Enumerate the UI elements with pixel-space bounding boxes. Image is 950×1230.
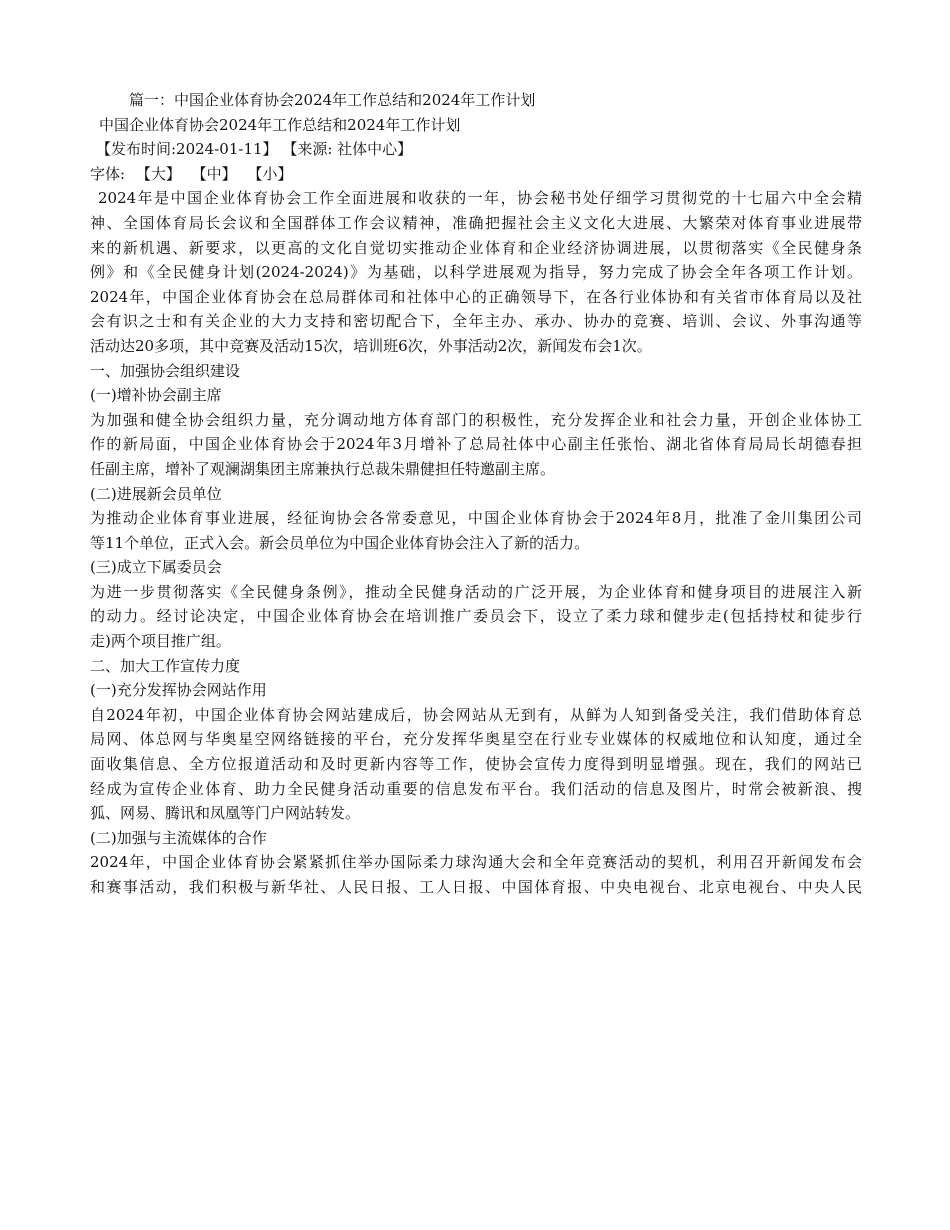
font-size-controls xyxy=(90,162,862,187)
body-line: 来的新机遇、新要求，以更高的文化自觉切实推动企业体育和企业经济协调进展，以贯彻落实《全民健身条 xyxy=(90,238,862,257)
body-line: 神、全国体育局长会议和全国群体工作会议精神，准确把握社会主义文化大进展、大繁荣对体育事业进展带 xyxy=(90,213,862,232)
body-line: 作的新局面，中国企业体育协会于2024年3月增补了总局社体中心副主任张怡、湖北省体育局局长胡德春担 xyxy=(90,435,862,454)
font-size-label: 字体: xyxy=(90,164,126,183)
body-line: 和赛事活动，我们积极与新华社、人民日报、工人日报、中国体育报、中央电视台、北京电视台、中央人民 xyxy=(90,878,862,896)
font-size-large-link[interactable]: 【大】 xyxy=(135,164,181,183)
subsection-heading: (三)成立下属委员会 xyxy=(90,558,222,577)
body-line: 会有识之士和有关企业的大力支持和密切配合下，全年主办、承办、协办的竞赛、培训、会议、外事沟通等 xyxy=(90,312,862,331)
section-heading: 二、加大工作宣传力度 xyxy=(90,656,241,675)
body-line: 2024年，中国企业体育协会在总局群体司和社体中心的正确领导下，在各行业体协和有关省市体育局以及社 xyxy=(90,287,862,306)
document-subtitle: 中国企业体育协会2024年工作总结和2024年工作计划 xyxy=(99,115,461,134)
subsection-heading: (一)充分发挥协会网站作用 xyxy=(90,681,267,700)
body-line: 2024年是中国企业体育协会工作全面进展和收获的一年，协会秘书处仔细学习贯彻党的十七届六中全会精 xyxy=(98,189,862,208)
body-line: 走)两个项目推广组。 xyxy=(90,632,231,651)
source-label: 【来源: 社体中心】 xyxy=(282,140,413,159)
document-page xyxy=(90,88,862,900)
document-meta xyxy=(90,137,862,162)
section-heading: 一、加强协会组织建设 xyxy=(90,361,241,380)
body-line: 面收集信息、全方位报道活动和及时更新内容等工作，使协会宣传力度得到明显增强。现在，我们的网站已 xyxy=(90,755,862,774)
subsection-heading: (一)增补协会副主席 xyxy=(90,386,222,405)
body-line: 例》和《全民健身计划(2024-2024)》为基础，以科学进展观为指导，努力完成了协会全年各项工作计划。 xyxy=(90,263,862,282)
body-line: 为推动企业体育事业进展，经征询协会各常委意见，中国企业体育协会于2024年8月，批准了金川集团公司 xyxy=(90,509,862,528)
body-line: 狐、网易、腾讯和凤凰等门户网站转发。 xyxy=(90,804,361,823)
subsection-heading: (二)进展新会员单位 xyxy=(90,484,222,503)
body-line: 任副主席，增补了观澜湖集团主席兼执行总裁朱鼎健担任特邀副主席。 xyxy=(90,459,556,478)
body-line: 2024年，中国企业体育协会紧紧抓住举办国际柔力球沟通大会和全年竞赛活动的契机，利用召开新闻发布会 xyxy=(90,853,862,872)
body-line: 经成为宣传企业体育、助力全民健身活动重要的信息发布平台。我们活动的信息及图片，时常会被新浪、搜 xyxy=(90,779,862,798)
body-line: 的动力。经讨论决定，中国企业体育协会在培训推广委员会下，设立了柔力球和健步走(包括持杖和徒步行 xyxy=(90,607,862,626)
font-size-small-link[interactable]: 【小】 xyxy=(247,164,293,183)
body-line: 活动达20多项，其中竞赛及活动15次，培训班6次，外事活动2次，新闻发布会1次。 xyxy=(90,336,652,355)
body-line: 为加强和健全协会组织力量，充分调动地方体育部门的积极性，充分发挥企业和社会力量，开创企业体协工 xyxy=(90,410,862,429)
body-line: 等11个单位，正式入会。新会员单位为中国企业体育协会注入了新的活力。 xyxy=(90,533,590,552)
subsection-heading: (二)加强与主流媒体的合作 xyxy=(90,828,267,847)
body-line: 自2024年初，中国企业体育协会网站建成后，协会网站从无到有，从鲜为人知到备受关注，我们借助体育总 xyxy=(90,705,862,724)
document-title: 篇一：中国企业体育协会2024年工作总结和2024年工作计划 xyxy=(129,91,536,109)
publish-time: 【发布时间:2024-01-11】 xyxy=(96,140,278,159)
font-size-medium-link[interactable]: 【中】 xyxy=(191,164,237,183)
body-line: 局网、体总网与华奥星空网络链接的平台，充分发挥华奥星空在行业专业媒体的权威地位和认知度，通过全 xyxy=(90,730,862,749)
body-line: 为进一步贯彻落实《全民健身条例》，推动全民健身活动的广泛开展，为企业体育和健身项目的进展注入新 xyxy=(90,582,862,601)
